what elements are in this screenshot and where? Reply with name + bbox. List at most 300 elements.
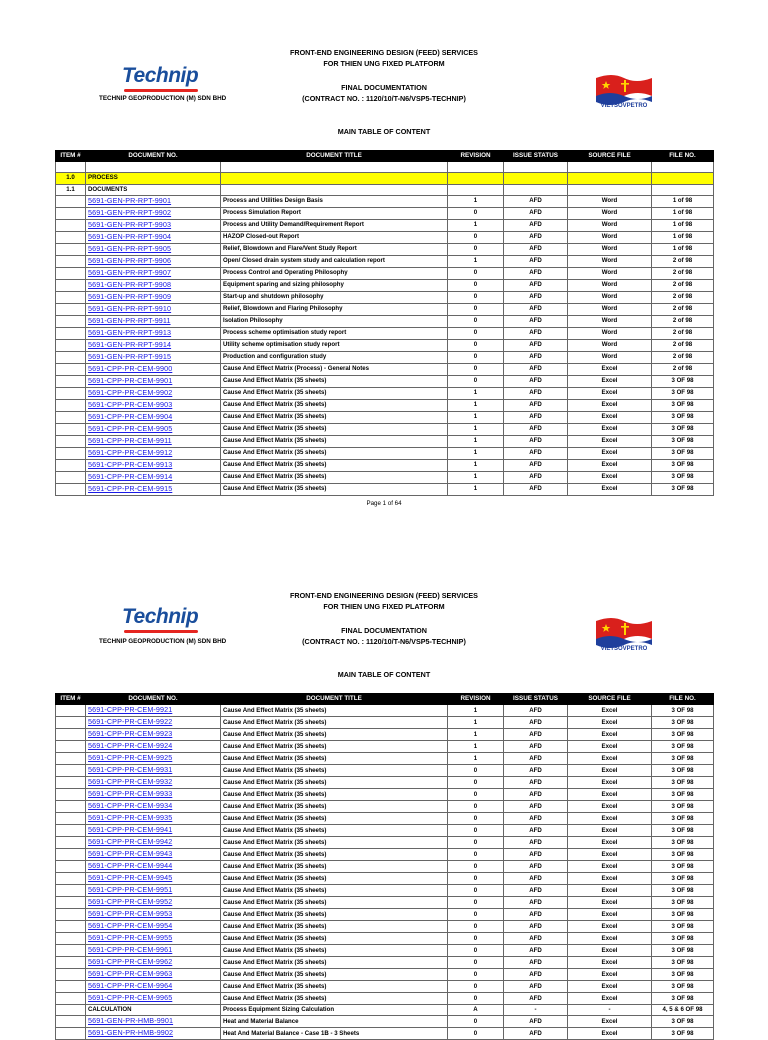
- company-name: TECHNIP GEOPRODUCTION (M) SDN BHD: [99, 95, 227, 102]
- document-number-cell: [86, 849, 221, 861]
- item-cell: [56, 777, 86, 789]
- source-file-cell: Word: [568, 327, 652, 339]
- item-cell: [56, 885, 86, 897]
- document-number-link[interactable]: 5691-GEN-PR-RPT-9902: [88, 207, 172, 217]
- revision-cell: 1: [448, 399, 504, 411]
- source-file-cell: Word: [568, 303, 652, 315]
- revision-cell: 1: [448, 195, 504, 207]
- revision-cell: 0: [448, 801, 504, 813]
- issue-status-cell: AFD: [504, 933, 568, 945]
- document-number-link[interactable]: 5691-CPP-PR-CEM-9900: [88, 363, 173, 373]
- source-file-cell: Excel: [568, 459, 652, 471]
- document-number-link[interactable]: 5691-CPP-PR-CEM-9941: [88, 825, 173, 835]
- document-number-link[interactable]: 5691-GEN-PR-RPT-9915: [88, 351, 172, 361]
- document-title-cell: Heat and Material Balance: [221, 1016, 448, 1028]
- revision-cell: 0: [448, 351, 504, 363]
- header-title-line1: FRONT-END ENGINEERING DESIGN (FEED) SERVICES: [290, 48, 478, 57]
- document-title-cell: Cause And Effect Matrix (35 sheets): [221, 849, 448, 861]
- source-file-cell: Excel: [568, 447, 652, 459]
- document-number-link[interactable]: 5691-CPP-PR-CEM-9951: [88, 885, 173, 895]
- source-file-cell: Excel: [568, 789, 652, 801]
- technip-logo-underline: [124, 630, 198, 633]
- document-number-cell: [86, 825, 221, 837]
- item-cell: [56, 1028, 86, 1040]
- source-file-cell: Excel: [568, 801, 652, 813]
- revision-cell: 0: [448, 885, 504, 897]
- issue-status-cell: AFD: [504, 303, 568, 315]
- document-number-link[interactable]: 5691-CPP-PR-CEM-9902: [88, 387, 173, 397]
- source-file-cell: Excel: [568, 387, 652, 399]
- revision-cell: 0: [448, 957, 504, 969]
- item-cell: [56, 933, 86, 945]
- file-no-cell: 3 OF 98: [652, 789, 714, 801]
- source-file-cell: Excel: [568, 837, 652, 849]
- issue-status-cell: AFD: [504, 705, 568, 717]
- document-number-link[interactable]: 5691-CPP-PR-CEM-9922: [88, 717, 173, 727]
- source-file-cell: Excel: [568, 813, 652, 825]
- document-title-cell: Open/ Closed drain system study and calculation report: [221, 255, 448, 267]
- revision-cell: 0: [448, 933, 504, 945]
- col-document-title: DOCUMENT TITLE: [221, 151, 448, 162]
- revision-cell: 1: [448, 387, 504, 399]
- source-file-cell: Excel: [568, 765, 652, 777]
- document-title-cell: Cause And Effect Matrix (35 sheets): [221, 459, 448, 471]
- issue-status-cell: AFD: [504, 897, 568, 909]
- source-file-cell: Word: [568, 231, 652, 243]
- file-no-cell: 4, 5 & 6 OF 98: [652, 1005, 714, 1016]
- issue-status-cell: AFD: [504, 483, 568, 495]
- revision-cell: 0: [448, 897, 504, 909]
- file-no-cell: 2 of 98: [652, 267, 714, 279]
- issue-status-cell: AFD: [504, 351, 568, 363]
- document-title-cell: Relief, Blowdown and Flare/Vent Study Report: [221, 243, 448, 255]
- file-no-cell: 2 of 98: [652, 279, 714, 291]
- file-no-cell: 2 of 98: [652, 363, 714, 375]
- source-file-cell: Excel: [568, 825, 652, 837]
- file-no-cell: 3 OF 98: [652, 471, 714, 483]
- document-title-cell: Cause And Effect Matrix (35 sheets): [221, 873, 448, 885]
- table-row: [56, 813, 714, 825]
- document-title-cell: Cause And Effect Matrix (35 sheets): [221, 993, 448, 1005]
- revision-cell: 0: [448, 777, 504, 789]
- document-number-link[interactable]: 5691-CPP-PR-CEM-9961: [88, 945, 173, 955]
- toc-title: MAIN TABLE OF CONTENT: [337, 670, 431, 679]
- issue-status-cell: AFD: [504, 447, 568, 459]
- source-file-cell: Excel: [568, 423, 652, 435]
- issue-status-cell: AFD: [504, 279, 568, 291]
- issue-status-cell: AFD: [504, 387, 568, 399]
- document-number-cell: [86, 801, 221, 813]
- header-title-line1: FRONT-END ENGINEERING DESIGN (FEED) SERVICES: [290, 591, 478, 600]
- document-number-cell: [86, 993, 221, 1005]
- document-number-cell: [86, 753, 221, 765]
- source-file-cell: Word: [568, 207, 652, 219]
- file-no-cell: 1 of 98: [652, 207, 714, 219]
- issue-status-cell: AFD: [504, 849, 568, 861]
- file-no-cell: 3 OF 98: [652, 861, 714, 873]
- document-title-cell: Process Simulation Report: [221, 207, 448, 219]
- document-number-cell: [86, 861, 221, 873]
- document-number-cell: [86, 921, 221, 933]
- issue-status-cell: AFD: [504, 729, 568, 741]
- source-file-cell: Excel: [568, 969, 652, 981]
- document-number-cell: [86, 837, 221, 849]
- document-number-link[interactable]: 5691-GEN-PR-HMB-9901: [88, 1016, 174, 1026]
- vietsovpetro-logo-text: VIETSOVPETRO: [600, 646, 648, 651]
- revision-cell: 0: [448, 909, 504, 921]
- issue-status-cell: AFD: [504, 741, 568, 753]
- document-title-cell: Cause And Effect Matrix (35 sheets): [221, 375, 448, 387]
- table-row: [56, 873, 714, 885]
- col-file-no: FILE NO.: [652, 694, 714, 705]
- file-no-cell: 3 OF 98: [652, 933, 714, 945]
- revision-cell: 0: [448, 363, 504, 375]
- revision-cell: 1: [448, 459, 504, 471]
- vietsovpetro-logo: [594, 615, 654, 651]
- document-title-cell: Process Control and Operating Philosophy: [221, 267, 448, 279]
- document-number-cell: [86, 1028, 221, 1040]
- document-number-cell: [86, 885, 221, 897]
- source-file-cell: Excel: [568, 909, 652, 921]
- file-no-cell: 3 OF 98: [652, 873, 714, 885]
- document-number-link[interactable]: 5691-CPP-PR-CEM-9952: [88, 897, 173, 907]
- file-no-cell: 3 OF 98: [652, 483, 714, 495]
- document-number-link[interactable]: 5691-CPP-PR-CEM-9944: [88, 861, 173, 871]
- document-number-cell: [86, 969, 221, 981]
- issue-status-cell: AFD: [504, 993, 568, 1005]
- issue-status-cell: AFD: [504, 243, 568, 255]
- item-cell: [56, 969, 86, 981]
- document-number-link[interactable]: 5691-CPP-PR-CEM-9963: [88, 969, 173, 979]
- source-file-cell: Excel: [568, 741, 652, 753]
- item-cell: [56, 873, 86, 885]
- col-file-no: FILE NO.: [652, 151, 714, 162]
- document-number-link[interactable]: 5691-GEN-PR-RPT-9901: [88, 195, 172, 205]
- file-no-cell: 3 OF 98: [652, 885, 714, 897]
- file-no-cell: 3 OF 98: [652, 705, 714, 717]
- document-number-link[interactable]: 5691-GEN-PR-RPT-9914: [88, 339, 172, 349]
- revision-cell: 1: [448, 717, 504, 729]
- file-no-cell: 2 of 98: [652, 327, 714, 339]
- document-number-link[interactable]: 5691-GEN-PR-RPT-9904: [88, 231, 172, 241]
- item-cell: [56, 813, 86, 825]
- document-number-cell: [86, 933, 221, 945]
- table-row: [56, 753, 714, 765]
- issue-status-cell: AFD: [504, 861, 568, 873]
- item-cell: [56, 753, 86, 765]
- document-number-link[interactable]: 5691-CPP-PR-CEM-9945: [88, 873, 173, 883]
- issue-status-cell: AFD: [504, 909, 568, 921]
- document-number-link[interactable]: 5691-CPP-PR-CEM-9905: [88, 423, 173, 433]
- file-no-cell: 3 OF 98: [652, 399, 714, 411]
- document-title-cell: Cause And Effect Matrix (35 sheets): [221, 435, 448, 447]
- header-contract: (CONTRACT NO. : 1120/10/T-N6/VSP5-TECHNIP): [302, 637, 466, 646]
- source-file-cell: Excel: [568, 705, 652, 717]
- issue-status-cell: AFD: [504, 411, 568, 423]
- vietsovpetro-logo-text: VIETSOVPETRO: [600, 103, 648, 108]
- document-title-cell: Cause And Effect Matrix (35 sheets): [221, 471, 448, 483]
- issue-status-cell: AFD: [504, 777, 568, 789]
- item-cell: [56, 1005, 86, 1016]
- revision-cell: 1: [448, 411, 504, 423]
- file-no-cell: 1 of 98: [652, 195, 714, 207]
- header-title-line2: FOR THIEN UNG FIXED PLATFORM: [323, 59, 445, 68]
- document-number-link[interactable]: 5691-GEN-PR-RPT-9903: [88, 219, 172, 229]
- issue-status-cell: AFD: [504, 267, 568, 279]
- revision-cell: 0: [448, 267, 504, 279]
- revision-cell: 0: [448, 207, 504, 219]
- table-row: [56, 765, 714, 777]
- col-source-file: SOURCE FILE: [568, 151, 652, 162]
- document-title-cell: Cause And Effect Matrix (35 sheets): [221, 981, 448, 993]
- revision-cell: 1: [448, 729, 504, 741]
- source-file-cell: Excel: [568, 873, 652, 885]
- document-number-link[interactable]: 5691-CPP-PR-CEM-9912: [88, 447, 173, 457]
- document-number-link[interactable]: 5691-GEN-PR-RPT-9913: [88, 327, 172, 337]
- source-file-cell: Excel: [568, 945, 652, 957]
- source-file-cell: Excel: [568, 849, 652, 861]
- table-row: [56, 993, 714, 1005]
- issue-status-cell: AFD: [504, 717, 568, 729]
- document-number-link[interactable]: 5691-CPP-PR-CEM-9911: [88, 435, 172, 445]
- document-number-link[interactable]: 5691-CPP-PR-CEM-9914: [88, 471, 173, 481]
- document-title-cell: Cause And Effect Matrix (35 sheets): [221, 447, 448, 459]
- file-no-cell: 3 OF 98: [652, 777, 714, 789]
- file-no-cell: 3 OF 98: [652, 459, 714, 471]
- document-number-link[interactable]: 5691-CPP-PR-CEM-9924: [88, 741, 173, 751]
- source-file-cell: Word: [568, 279, 652, 291]
- file-no-cell: 3 OF 98: [652, 423, 714, 435]
- document-number-link[interactable]: 5691-GEN-PR-RPT-9911: [88, 315, 171, 325]
- source-file-cell: Excel: [568, 399, 652, 411]
- document-number-link[interactable]: 5691-GEN-PR-RPT-9907: [88, 267, 172, 277]
- document-title-cell: Cause And Effect Matrix (35 sheets): [221, 399, 448, 411]
- document-number-cell: [86, 741, 221, 753]
- document-number-link[interactable]: 5691-GEN-PR-RPT-9908: [88, 279, 172, 289]
- file-no-cell: 3 OF 98: [652, 447, 714, 459]
- file-no-cell: 3 OF 98: [652, 945, 714, 957]
- revision-cell: 1: [448, 447, 504, 459]
- issue-status-cell: AFD: [504, 375, 568, 387]
- issue-status-cell: AFD: [504, 921, 568, 933]
- source-file-cell: Word: [568, 243, 652, 255]
- issue-status-cell: AFD: [504, 753, 568, 765]
- revision-cell: 0: [448, 921, 504, 933]
- col-item: ITEM #: [56, 694, 86, 705]
- table-row: [56, 861, 714, 873]
- source-file-cell: Excel: [568, 993, 652, 1005]
- issue-status-cell: AFD: [504, 363, 568, 375]
- source-file-cell: Word: [568, 351, 652, 363]
- document-title-cell: Cause And Effect Matrix (35 sheets): [221, 483, 448, 495]
- issue-status-cell: AFD: [504, 789, 568, 801]
- document-number-link[interactable]: 5691-CPP-PR-CEM-9953: [88, 909, 173, 919]
- revision-cell: 0: [448, 279, 504, 291]
- document-number-link[interactable]: 5691-CPP-PR-CEM-9932: [88, 777, 173, 787]
- revision-cell: 1: [448, 423, 504, 435]
- document-number-link[interactable]: 5691-CPP-PR-CEM-9935: [88, 813, 173, 823]
- issue-status-cell: AFD: [504, 435, 568, 447]
- table-row: [56, 741, 714, 753]
- document-number-cell: [86, 777, 221, 789]
- table-row: [56, 1016, 714, 1028]
- document-title-cell: Cause And Effect Matrix (35 sheets): [221, 717, 448, 729]
- revision-cell: 0: [448, 873, 504, 885]
- document-number-link[interactable]: 5691-CPP-PR-CEM-9931: [88, 765, 173, 775]
- document-number-cell: [86, 789, 221, 801]
- file-no-cell: 3 OF 98: [652, 825, 714, 837]
- file-no-cell: 3 OF 98: [652, 897, 714, 909]
- document-number-link[interactable]: 5691-CPP-PR-CEM-9964: [88, 981, 173, 991]
- item-cell: [56, 801, 86, 813]
- issue-status-cell: AFD: [504, 825, 568, 837]
- revision-cell: 0: [448, 1016, 504, 1028]
- revision-cell: 0: [448, 303, 504, 315]
- source-file-cell: Excel: [568, 777, 652, 789]
- file-no-cell: 3 OF 98: [652, 387, 714, 399]
- company-name: TECHNIP GEOPRODUCTION (M) SDN BHD: [99, 638, 227, 645]
- document-number-link[interactable]: 5691-CPP-PR-CEM-9925: [88, 753, 173, 763]
- header-title-line2: FOR THIEN UNG FIXED PLATFORM: [323, 602, 445, 611]
- issue-status-cell: AFD: [504, 1028, 568, 1040]
- item-cell: [56, 729, 86, 741]
- document-number-cell: [86, 909, 221, 921]
- issue-status-cell: AFD: [504, 207, 568, 219]
- issue-status-cell: AFD: [504, 327, 568, 339]
- document-number-link[interactable]: 5691-CPP-PR-CEM-9921: [88, 705, 173, 715]
- technip-logo: Technip: [122, 64, 199, 87]
- source-file-cell: Excel: [568, 729, 652, 741]
- document-title-cell: Cause And Effect Matrix (35 sheets): [221, 921, 448, 933]
- document-number-link[interactable]: 5691-CPP-PR-CEM-9965: [88, 993, 173, 1003]
- document-title-cell: Cause And Effect Matrix (35 sheets): [221, 765, 448, 777]
- item-cell: [56, 909, 86, 921]
- document-title-cell: Cause And Effect Matrix (35 sheets): [221, 753, 448, 765]
- document-number-cell: [86, 705, 221, 717]
- revision-cell: 0: [448, 327, 504, 339]
- document-number-link[interactable]: 5691-GEN-PR-RPT-9905: [88, 243, 172, 253]
- document-number-link[interactable]: 5691-CPP-PR-CEM-9955: [88, 933, 173, 943]
- file-no-cell: 3 OF 98: [652, 411, 714, 423]
- revision-cell: 1: [448, 435, 504, 447]
- document-number-link[interactable]: 5691-CPP-PR-CEM-9915: [88, 483, 173, 493]
- document-number-link[interactable]: 5691-GEN-PR-RPT-9909: [88, 291, 172, 301]
- file-no-cell: 3 OF 98: [652, 753, 714, 765]
- document-number-link[interactable]: 5691-GEN-PR-RPT-9906: [88, 255, 172, 265]
- file-no-cell: 1 of 98: [652, 243, 714, 255]
- document-title-cell: Utility scheme optimisation study report: [221, 339, 448, 351]
- file-no-cell: 3 OF 98: [652, 813, 714, 825]
- table-row: [56, 969, 714, 981]
- document-number-cell: [86, 717, 221, 729]
- revision-cell: 0: [448, 813, 504, 825]
- source-file-cell: Word: [568, 267, 652, 279]
- file-no-cell: 3 OF 98: [652, 435, 714, 447]
- document-title-cell: HAZOP Closed-out Report: [221, 231, 448, 243]
- issue-status-cell: AFD: [504, 471, 568, 483]
- col-revision: REVISION: [448, 694, 504, 705]
- table-row: [56, 885, 714, 897]
- revision-cell: 0: [448, 849, 504, 861]
- document-number-link[interactable]: 5691-CPP-PR-CEM-9962: [88, 957, 173, 967]
- file-no-cell: 1 of 98: [652, 231, 714, 243]
- document-number-cell: [86, 957, 221, 969]
- col-issue-status: ISSUE STATUS: [504, 694, 568, 705]
- item-cell: [56, 981, 86, 993]
- revision-cell: 1: [448, 753, 504, 765]
- item-cell: [56, 825, 86, 837]
- revision-cell: 0: [448, 861, 504, 873]
- header-contract: (CONTRACT NO. : 1120/10/T-N6/VSP5-TECHNIP): [302, 94, 466, 103]
- document-number-link[interactable]: 5691-CPP-PR-CEM-9942: [88, 837, 173, 847]
- revision-cell: 0: [448, 765, 504, 777]
- source-file-cell: Word: [568, 219, 652, 231]
- document-title-cell: Cause And Effect Matrix (35 sheets): [221, 813, 448, 825]
- document-number-link[interactable]: 5691-CPP-PR-CEM-9933: [88, 789, 173, 799]
- issue-status-cell: AFD: [504, 195, 568, 207]
- document-number-link[interactable]: 5691-CPP-PR-CEM-9904: [88, 411, 173, 421]
- source-file-cell: Excel: [568, 1016, 652, 1028]
- table-row: [56, 957, 714, 969]
- document-number-link[interactable]: 5691-GEN-PR-RPT-9910: [88, 303, 172, 313]
- issue-status-cell: AFD: [504, 291, 568, 303]
- table-row: [56, 837, 714, 849]
- document-number-link[interactable]: 5691-CPP-PR-CEM-9913: [88, 459, 173, 469]
- col-issue-status: ISSUE STATUS: [504, 151, 568, 162]
- document-number-link[interactable]: 5691-CPP-PR-CEM-9954: [88, 921, 173, 931]
- file-no-cell: 3 OF 98: [652, 1028, 714, 1040]
- document-title-cell: Cause And Effect Matrix (35 sheets): [221, 387, 448, 399]
- file-no-cell: 3 OF 98: [652, 837, 714, 849]
- revision-cell: 0: [448, 993, 504, 1005]
- table-row: [56, 717, 714, 729]
- document-number-link[interactable]: 5691-CPP-PR-CEM-9903: [88, 399, 173, 409]
- document-title-cell: Cause And Effect Matrix (35 sheets): [221, 825, 448, 837]
- file-no-cell: 3 OF 98: [652, 801, 714, 813]
- table-row: [56, 933, 714, 945]
- document-number-link[interactable]: 5691-CPP-PR-CEM-9923: [88, 729, 173, 739]
- document-title-cell: Cause And Effect Matrix (35 sheets): [221, 411, 448, 423]
- table-row: [56, 849, 714, 861]
- file-no-cell: 2 of 98: [652, 303, 714, 315]
- file-no-cell: 3 OF 98: [652, 717, 714, 729]
- document-number-link[interactable]: 5691-GEN-PR-HMB-9902: [88, 1028, 174, 1038]
- document-number-link[interactable]: 5691-CPP-PR-CEM-9934: [88, 801, 173, 811]
- table-header-row: [56, 694, 714, 705]
- document-number-link[interactable]: 5691-CPP-PR-CEM-9943: [88, 849, 173, 859]
- document-title-cell: Cause And Effect Matrix (35 sheets): [221, 933, 448, 945]
- document-number-cell: [86, 981, 221, 993]
- revision-cell: 0: [448, 291, 504, 303]
- source-file-cell: Excel: [568, 471, 652, 483]
- document-title-cell: Process Equipment Sizing Calculation: [221, 1005, 448, 1016]
- revision-cell: 0: [448, 981, 504, 993]
- document-title-cell: Cause And Effect Matrix (35 sheets): [221, 861, 448, 873]
- document-title-cell: Cause And Effect Matrix (35 sheets): [221, 423, 448, 435]
- document-title-cell: Cause And Effect Matrix (35 sheets): [221, 729, 448, 741]
- revision-cell: 0: [448, 375, 504, 387]
- issue-status-cell: AFD: [504, 885, 568, 897]
- revision-cell: 0: [448, 315, 504, 327]
- issue-status-cell: AFD: [504, 231, 568, 243]
- file-no-cell: 3 OF 98: [652, 849, 714, 861]
- file-no-cell: 3 OF 98: [652, 729, 714, 741]
- table-row: [56, 777, 714, 789]
- col-item: ITEM #: [56, 151, 86, 162]
- item-cell: [56, 705, 86, 717]
- document-title-cell: Process and Utility Demand/Requirement Report: [221, 219, 448, 231]
- document-number-link[interactable]: 5691-CPP-PR-CEM-9901: [88, 375, 173, 385]
